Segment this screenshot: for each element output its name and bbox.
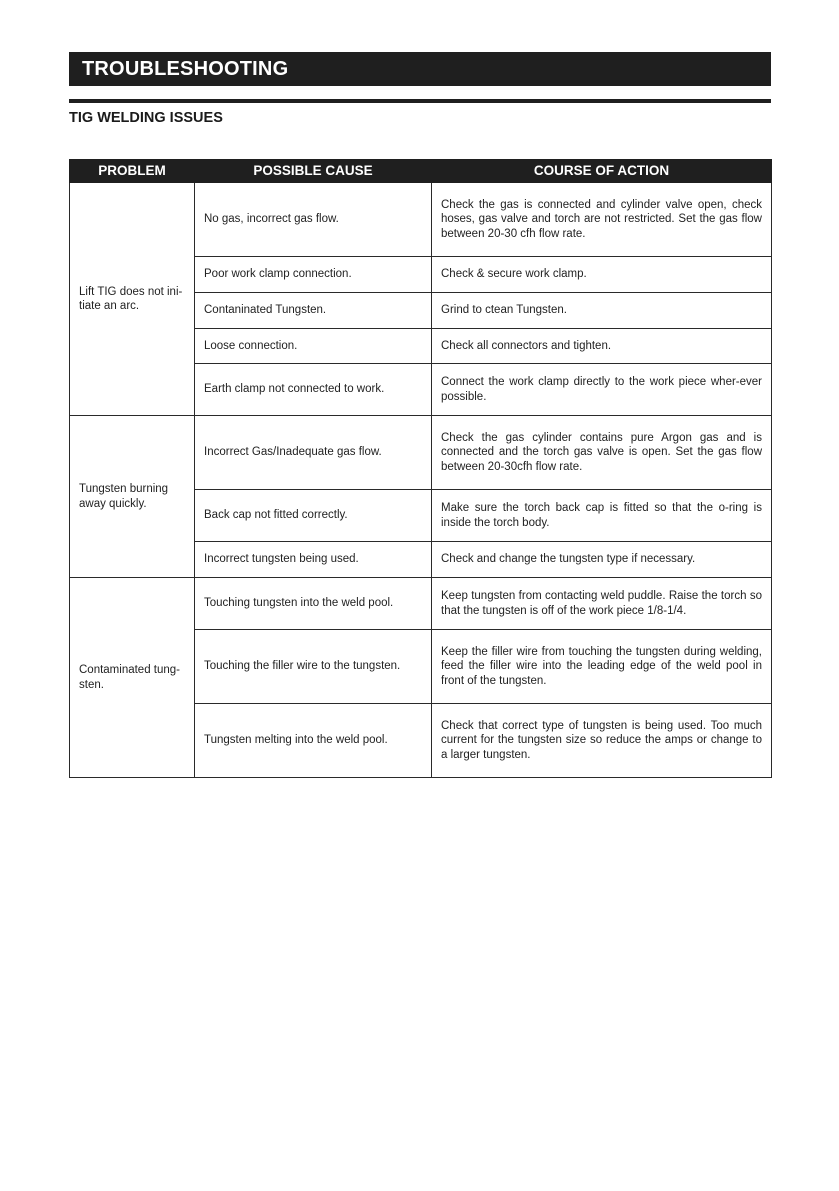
action-cell: Check the gas cylinder contains pure Argon gas and is connected and the torch gas valve is open. Set the gas flow between 20-30cfh flow rate. bbox=[432, 416, 772, 490]
cause-cell: Poor work clamp connection. bbox=[195, 257, 432, 293]
table-row bbox=[70, 416, 772, 490]
problem-cell: Tungsten burning away quickly. bbox=[70, 416, 195, 578]
table-header-row bbox=[70, 160, 772, 183]
cause-cell: Loose connection. bbox=[195, 329, 432, 364]
problem-cell: Contaminated tung-sten. bbox=[70, 578, 195, 778]
title-divider bbox=[69, 99, 771, 103]
column-header-possible-cause: POSSIBLE CAUSE bbox=[195, 160, 432, 183]
action-cell: Keep tungsten from contacting weld puddle. Raise the torch so that the tungsten is off of the work piece 1/8-1/4. bbox=[432, 578, 772, 630]
page-title: TROUBLESHOOTING bbox=[69, 52, 771, 86]
cause-cell: Incorrect tungsten being used. bbox=[195, 542, 432, 578]
column-header-course-of-action: COURSE OF ACTION bbox=[432, 160, 772, 183]
action-cell: Keep the filler wire from touching the tungsten during welding, feed the filler wire into the leading edge of the weld pool in front of the tungsten. bbox=[432, 630, 772, 704]
action-cell: Make sure the torch back cap is fitted so that the o-ring is inside the torch body. bbox=[432, 490, 772, 542]
table-row bbox=[70, 578, 772, 630]
action-cell: Check that correct type of tungsten is being used. Too much current for the tungsten size so reduce the amps or change to a larger tungsten. bbox=[432, 704, 772, 778]
action-cell: Check & secure work clamp. bbox=[432, 257, 772, 293]
action-cell: Check and change the tungsten type if necessary. bbox=[432, 542, 772, 578]
action-cell: Check all connectors and tighten. bbox=[432, 329, 772, 364]
action-cell: Connect the work clamp directly to the work piece wher-ever possible. bbox=[432, 364, 772, 416]
cause-cell: Contaninated Tungsten. bbox=[195, 293, 432, 329]
section-subtitle: TIG WELDING ISSUES bbox=[69, 110, 223, 126]
problem-cell: Lift TIG does not ini-tiate an arc. bbox=[70, 183, 195, 416]
column-header-problem: PROBLEM bbox=[70, 160, 195, 183]
cause-cell: Tungsten melting into the weld pool. bbox=[195, 704, 432, 778]
cause-cell: Touching tungsten into the weld pool. bbox=[195, 578, 432, 630]
table-row bbox=[70, 183, 772, 257]
action-cell: Grind to ctean Tungsten. bbox=[432, 293, 772, 329]
cause-cell: No gas, incorrect gas flow. bbox=[195, 183, 432, 257]
troubleshooting-table bbox=[69, 159, 772, 778]
cause-cell: Back cap not fitted correctly. bbox=[195, 490, 432, 542]
cause-cell: Touching the filler wire to the tungsten. bbox=[195, 630, 432, 704]
cause-cell: Incorrect Gas/Inadequate gas flow. bbox=[195, 416, 432, 490]
action-cell: Check the gas is connected and cylinder valve open, check hoses, gas valve and torch are not restricted. Set the gas flow between 20-30 cfh flow rate. bbox=[432, 183, 772, 257]
cause-cell: Earth clamp not connected to work. bbox=[195, 364, 432, 416]
